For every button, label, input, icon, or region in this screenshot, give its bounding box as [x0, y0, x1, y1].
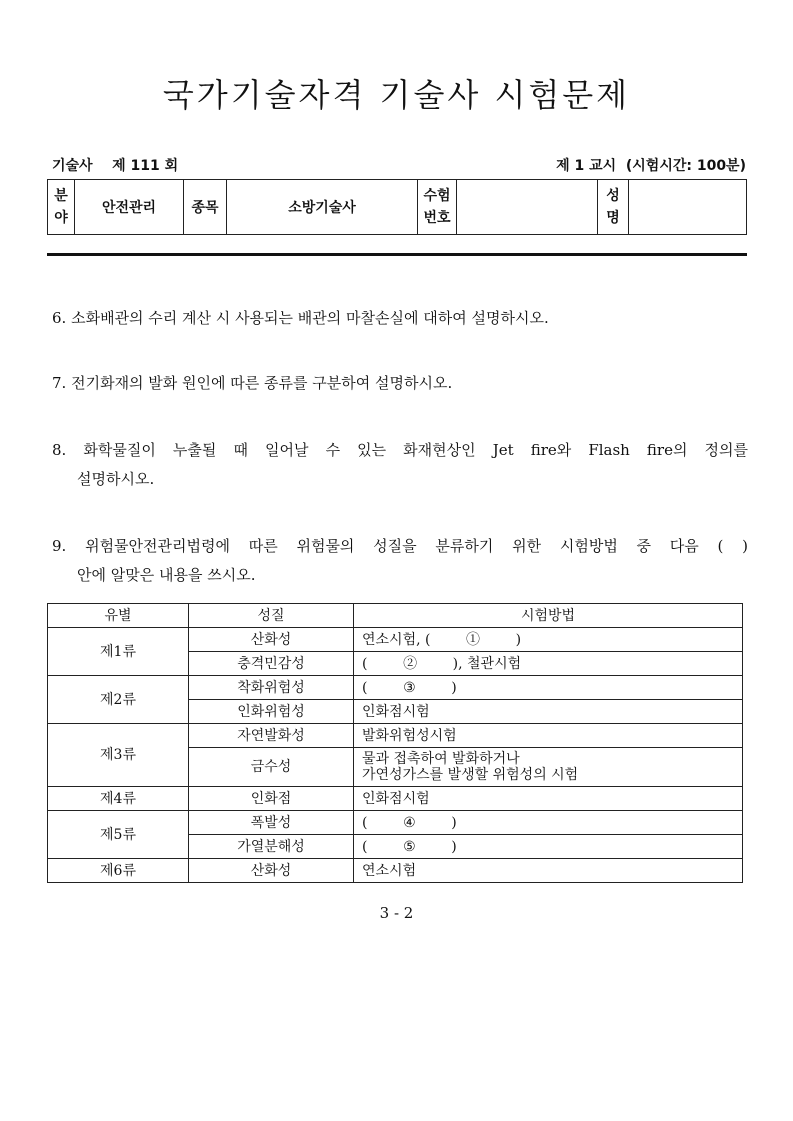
question-9 — [52, 532, 748, 590]
page-number: 3 - 2 — [379, 904, 414, 922]
question-text: 위험물안전관리법령에 따른 위험물의 성질을 분류하기 위한 시험방법 중 다음 ( ) — [85, 537, 748, 555]
name-field[interactable] — [629, 180, 747, 235]
item-label: 종목 — [184, 180, 227, 235]
item-value: 소방기술사 — [227, 180, 418, 235]
property-cell: 인화점 — [189, 787, 354, 811]
class-cell: 제6류 — [48, 859, 189, 883]
table-header-row — [48, 604, 743, 628]
name-label: 성 명 — [598, 180, 629, 235]
property-cell: 산화성 — [189, 628, 354, 652]
page-title: 국가기술자격 기술사 시험문제 — [162, 76, 631, 114]
method-cell: 물과 접촉하여 발화하거나 가연성가스를 발생할 위험성의 시험 — [354, 748, 743, 787]
class-cell: 제4류 — [48, 787, 189, 811]
field-value: 안전관리 — [75, 180, 184, 235]
hazmat-test-table — [47, 603, 743, 883]
exam-info-line — [52, 155, 746, 177]
question-number: 9. — [52, 537, 67, 555]
property-cell: 충격민감성 — [189, 652, 354, 676]
method-cell: ( ④ ) — [354, 811, 743, 835]
table-row — [48, 628, 743, 652]
property-cell: 인화위험성 — [189, 700, 354, 724]
table-row — [48, 811, 743, 835]
field-label: 분 야 — [48, 180, 75, 235]
question-8 — [52, 436, 748, 494]
question-text: 전기화재의 발화 원인에 따른 종류를 구분하여 설명하시오. — [71, 374, 453, 392]
table-row — [48, 787, 743, 811]
method-cell: ( ② ), 철관시험 — [354, 652, 743, 676]
exam-number-field[interactable] — [457, 180, 598, 235]
question-number: 8. — [52, 441, 67, 459]
exam-round: 기술사 제 111 회 — [52, 158, 179, 174]
method-cell: 연소시험, ( ① ) — [354, 628, 743, 652]
header-divider — [47, 253, 747, 256]
table-row — [48, 859, 743, 883]
question-number: 7. — [52, 374, 67, 392]
method-cell: ( ⑤ ) — [354, 835, 743, 859]
question-text: 소화배관의 수리 계산 시 사용되는 배관의 마찰손실에 대하여 설명하시오. — [71, 309, 549, 327]
exam-number-label: 수험 번호 — [418, 180, 457, 235]
method-cell: 발화위험성시험 — [354, 724, 743, 748]
property-cell: 자연발화성 — [189, 724, 354, 748]
class-cell: 제5류 — [48, 811, 189, 859]
table-row — [48, 676, 743, 700]
column-header-method: 시험방법 — [354, 604, 743, 628]
property-cell: 가열분해성 — [189, 835, 354, 859]
class-cell: 제1류 — [48, 628, 189, 676]
exam-header-table — [47, 179, 747, 235]
method-cell: ( ③ ) — [354, 676, 743, 700]
class-cell: 제3류 — [48, 724, 189, 787]
exam-session: 제 1 교시 (시험시간: 100분) — [556, 158, 746, 174]
property-cell: 폭발성 — [189, 811, 354, 835]
method-cell: 연소시험 — [354, 859, 743, 883]
question-text: 화학물질이 누출될 때 일어날 수 있는 화재현상인 Jet fire와 Flash fire의 정의를 — [83, 441, 748, 459]
question-7 — [52, 369, 748, 398]
property-cell: 금수성 — [189, 748, 354, 787]
property-cell: 착화위험성 — [189, 676, 354, 700]
column-header-class: 유별 — [48, 604, 189, 628]
method-cell: 인화점시험 — [354, 787, 743, 811]
property-cell: 산화성 — [189, 859, 354, 883]
question-number: 6. — [52, 309, 67, 327]
class-cell: 제2류 — [48, 676, 189, 724]
method-cell: 인화점시험 — [354, 700, 743, 724]
question-text-cont: 안에 알맞은 내용을 쓰시오. — [77, 566, 256, 584]
question-text-cont: 설명하시오. — [77, 470, 155, 488]
question-6 — [52, 304, 748, 333]
table-row — [48, 724, 743, 748]
column-header-property: 성질 — [189, 604, 354, 628]
